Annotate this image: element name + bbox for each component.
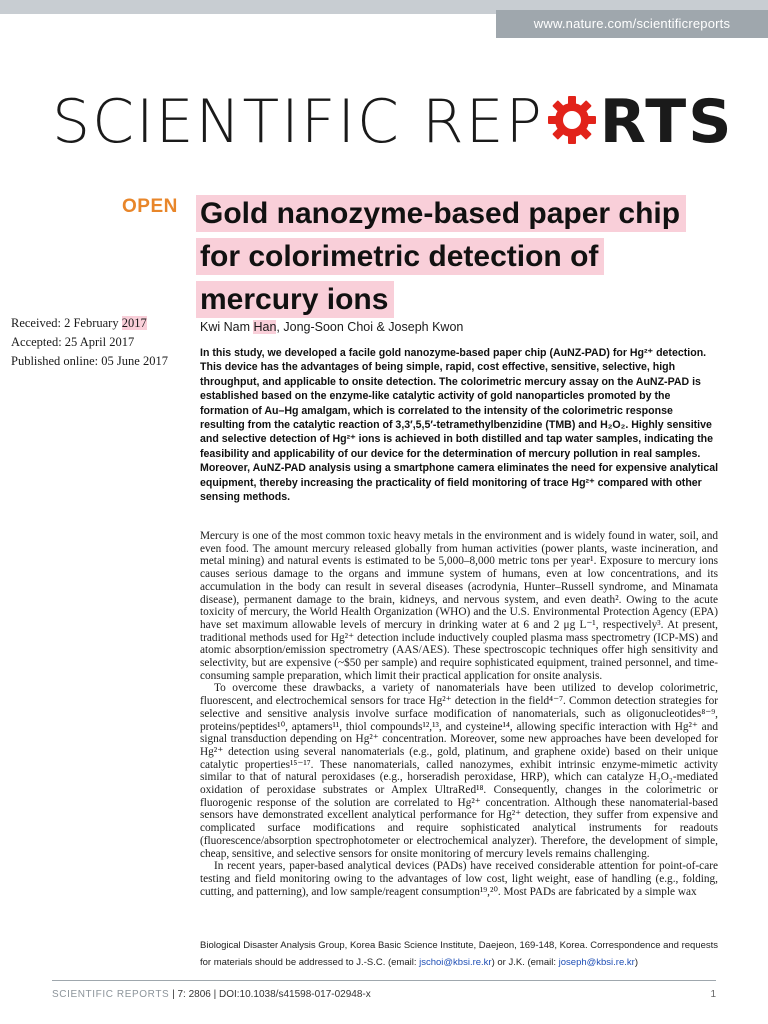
author-first-name: Kwi Nam xyxy=(200,320,254,334)
accepted-date: Accepted: 25 April 2017 xyxy=(11,335,135,349)
body-paragraph: To overcome these drawbacks, a variety of nanomaterials have been utilized to develop colorimetric, fluorescent, and electrochemical sensors for trace Hg²⁺ detection in the field⁴⁻⁷. Common detection strategies for selective and sensitive analysis involve surface modification of nanomaterials, such as oligonucleotides⁸⁻⁹, proteins/peptides¹⁰, aptamers¹¹, thiol compounds¹²,¹³, and cysteine¹⁴, allowing specific interaction with Hg²⁺ and signal transduction depending on Hg²⁺ concentration. Moreover, some new approaches have been developed for Hg²⁺ detection using several nanomaterials (e.g., gold, platinum, and graphene oxide) based on their unique catalytic properties¹⁵⁻¹⁷. These nanomaterials, called nanozymes, exhibit intrinsic enzyme-mimetic activity similar to that of natural peroxidases (e.g., horseradish peroxidase, HRP), which can catalyze H₂O₂-mediated oxidation of peroxidase substrates or Amplex UltraRed¹⁸. Consequently, changes in the colorimetric or fluorogenic response of the solution are correlated to Hg²⁺ concentration. Although these nanomaterial-based sensors have demonstrated excellent analytical performance for Hg²⁺ detection, they suffer from expensive and complicated surface modifications and require sophisticated analytical instruments for readouts (fluorescence/absorption spectrophotometer or electrochemical analyzer). Therefore, the development of simple, cheap, sensitive, and selective sensors for onsite monitoring of mercury levels remains challenging. xyxy=(200,682,718,860)
published-date: Published online: 05 June 2017 xyxy=(11,354,168,368)
gear-logo-icon xyxy=(546,86,598,138)
journal-masthead xyxy=(52,82,733,162)
page-number: 1 xyxy=(710,989,716,1000)
masthead-text-right: RTS xyxy=(599,87,734,157)
author-first-surname: Han xyxy=(253,320,277,334)
affiliation-text: Biological Disaster Analysis Group, Korea Basic Science Institute, Daejeon, 169-148, Korea. Correspondence and requests for materials should be addressed to J.-S.C. (email: xyxy=(200,940,719,968)
email-link-jschoi[interactable]: jschoi@kbsi.re.kr xyxy=(419,956,492,968)
received-date xyxy=(11,314,186,333)
footer-journal-name: SCIENTIFIC REPORTS xyxy=(52,989,170,1000)
body-paragraph: In recent years, paper-based analytical devices (PADs) have received considerable attention for point-of-care testing and field monitoring owing to the advantages of low cost, light weight, ease of handling (e.g., folding, cutting, and patterning), and low sample/reagent consumption¹⁹,²⁰. Most PADs are fabricated by a simple wax xyxy=(200,860,718,898)
footer-citation: | 7: 2806 | DOI:10.1038/s41598-017-02948-x xyxy=(169,989,371,1000)
article-title xyxy=(196,192,716,321)
author-rest: , Jong-Soon Choi & Joseph Kwon xyxy=(276,320,464,334)
article-body xyxy=(200,530,718,898)
author-list xyxy=(200,319,463,335)
article-dates xyxy=(11,314,186,371)
article-title-text: Gold nanozyme-based paper chip for colorimetric detection of mercury ions xyxy=(196,195,686,318)
journal-url[interactable]: www.nature.com/scientificreports xyxy=(496,10,768,38)
body-paragraph: Mercury is one of the most common toxic heavy metals in the environment and is widely found in water, soil, and even food. The amount mercury released globally from human activities (power plants, waste incineration, and metal mining) and natural events is estimated to be 5,000–8,000 metric tons per year¹. Exposure to mercury ions causes serious damage to the organs and immune system of humans, even at low concentrations, and its accumulation in the body can result in several diseases (acrodynia, Hunter–Russell syndrome, and Minamata disease), permanent damage to the brain, kidneys, and nervous system, and even death². Owing to the acute toxicity of mercury, the World Health Organization (WHO) and the U.S. Environmental Protection Agency (EPA) have set maximum allowable levels of mercury in drinking water at 6 and 2 μg L⁻¹, respectively³. At present, traditional methods used for Hg²⁺ detection include inductively coupled plasma mass spectrometry (ICP-MS) and atomic absorption/emission spectrometry (AAS/AES). These spectroscopic techniques offer high sensitivity and selectivity, but are expensive (~$50 per sample) and require sophisticated equipment, trained personnel, and time-consuming sample preparation, which limit their practical application for onsite analysis. xyxy=(200,530,718,682)
affiliation-middle: ) or J.K. (email: xyxy=(491,956,559,968)
received-label: Received: 2 February xyxy=(11,316,122,330)
email-link-joseph[interactable]: joseph@kbsi.re.kr xyxy=(558,956,635,968)
affiliation-note xyxy=(200,938,720,971)
page-footer xyxy=(52,988,716,1002)
open-access-label: OPEN xyxy=(122,196,178,217)
footer-divider xyxy=(52,980,716,981)
masthead-text-left: SCIENTIFIC REP xyxy=(52,87,544,157)
affiliation-end: ) xyxy=(634,956,638,968)
abstract: In this study, we developed a facile gold nanozyme-based paper chip (AuNZ-PAD) for Hg²⁺ detection. This device has the advantages of being simple, rapid, cost effective, sensitive, selective, high throughput, and applicable to onsite detection. The colorimetric mercury assay on the AuNZ-PAD is established based on the enzyme-like catalytic activity of gold nanoparticles promoted by the formation of Au–Hg amalgam, which is correlated to the intensity of the colorimetric response resulting from the catalytic reaction of 3,3′,5,5′-tetramethylbenzidine (TMB) and H₂O₂. Highly sensitive and selective detection of Hg²⁺ ions is achieved in both distilled and tap water samples, indicating the feasibility and applicability of our device for the determination of mercury pollution in real samples. Moreover, AuNZ-PAD analysis using a smartphone camera eliminates the need for expensive analytical equipment, thereby increasing the practicality of field monitoring of trace Hg²⁺ compared with other sensing methods. xyxy=(200,347,719,504)
received-year: 2017 xyxy=(121,316,147,330)
